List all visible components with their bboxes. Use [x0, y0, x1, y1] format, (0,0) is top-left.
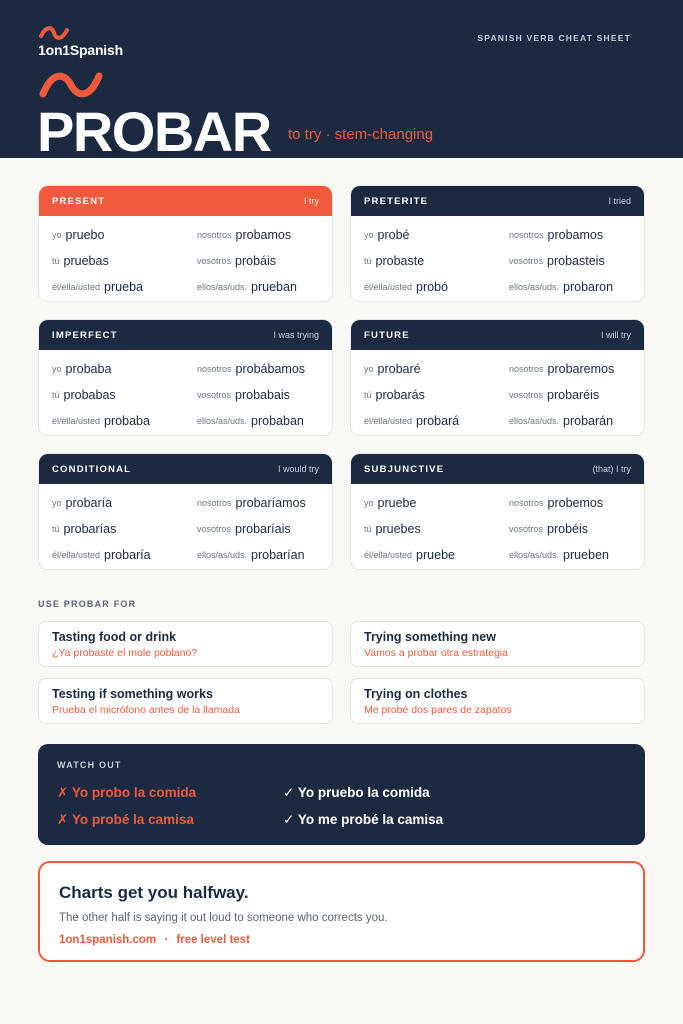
conjugation-grid	[351, 350, 644, 434]
verb-form: probabais	[235, 388, 290, 402]
pronoun: tú	[364, 256, 372, 266]
tense-gloss: I was trying	[273, 330, 319, 340]
verb-form: pruebo	[65, 228, 105, 242]
wrong-example	[57, 812, 194, 828]
verb-form: probaría	[65, 496, 113, 510]
verb-form: probabas	[63, 388, 116, 402]
conjugation	[52, 408, 197, 434]
verb-form: probarían	[251, 548, 305, 562]
use-card-tasting	[38, 621, 333, 667]
tense-header	[39, 320, 332, 350]
verb-form: probarás	[375, 388, 425, 402]
conjugation	[197, 542, 333, 568]
conjugation	[52, 382, 197, 408]
watch-out-label: WATCH OUT	[57, 760, 122, 770]
brand-logo[interactable]: 1on1Spanish	[38, 42, 123, 58]
pronoun: vosotros	[197, 524, 232, 534]
verb-meaning: to try · stem-changing	[288, 126, 434, 143]
conjugation	[52, 542, 197, 568]
conjugation	[509, 382, 645, 408]
conjugation	[509, 274, 645, 300]
pronoun: él/ella/usted	[52, 282, 101, 292]
level-test-link[interactable]: free level test	[176, 934, 250, 946]
verb-form: pruebas	[63, 254, 109, 268]
sheet-label: SPANISH VERB CHEAT SHEET	[477, 33, 631, 43]
pronoun: yo	[364, 498, 374, 508]
verb-form: probé	[377, 228, 410, 242]
tense-header	[351, 454, 644, 484]
conjugation	[364, 408, 509, 434]
verb-form: probaste	[375, 254, 425, 268]
conjugation	[364, 274, 509, 300]
verb-form: probaríamos	[235, 496, 306, 510]
tense-header	[39, 186, 332, 216]
tense-gloss: I would try	[277, 464, 319, 474]
logo-wave-icon	[38, 26, 70, 40]
cta-title: Charts get you halfway.	[59, 883, 249, 902]
cta-links	[59, 934, 643, 946]
conjugation	[509, 490, 645, 516]
conjugation	[509, 248, 645, 274]
pronoun: él/ella/usted	[364, 416, 413, 426]
pronoun: nosotros	[197, 498, 232, 508]
conjugation	[364, 356, 509, 382]
pronoun: tú	[52, 390, 60, 400]
conjugation	[364, 248, 509, 274]
cta-box	[38, 861, 645, 962]
conjugation-grid	[351, 216, 644, 300]
use-card-new	[350, 621, 645, 667]
verb-form: pruebe	[416, 548, 455, 562]
pronoun: nosotros	[509, 498, 544, 508]
use-title: Trying something new	[364, 630, 496, 644]
verb-form: probaríais	[235, 522, 291, 536]
tense-name: PRETERITE	[364, 195, 429, 207]
verb-form: prueba	[104, 280, 143, 294]
check-icon: ✓	[283, 812, 295, 827]
pronoun: vosotros	[197, 390, 232, 400]
pronoun: él/ella/usted	[364, 550, 413, 560]
conjugation	[364, 516, 509, 542]
verb-form: probarán	[563, 414, 614, 428]
tense-card-future	[350, 319, 645, 436]
conjugation	[509, 542, 645, 568]
tense-header	[351, 320, 644, 350]
wrong-example	[57, 785, 196, 801]
pronoun: vosotros	[509, 390, 544, 400]
conjugation	[364, 382, 509, 408]
conjugation	[509, 516, 645, 542]
conjugation	[197, 408, 333, 434]
tense-card-conditional	[38, 453, 333, 570]
verb-form: probáis	[235, 254, 277, 268]
verb-form: probaba	[104, 414, 150, 428]
pronoun: él/ella/usted	[364, 282, 413, 292]
wrong-text: Yo probé la camisa	[71, 812, 194, 827]
pronoun: vosotros	[509, 256, 544, 266]
conjugation	[364, 542, 509, 568]
verb-form: probéis	[547, 522, 589, 536]
use-title: Trying on clothes	[364, 687, 468, 701]
pronoun: nosotros	[197, 230, 232, 240]
pronoun: ellos/as/uds.	[197, 416, 248, 426]
conjugation	[52, 222, 197, 248]
conjugation	[197, 222, 333, 248]
cta-subtitle: The other half is saying it out loud to someone who corrects you.	[59, 912, 388, 924]
verb-form: prueben	[563, 548, 609, 562]
conjugation	[364, 222, 509, 248]
tense-card-imperfect	[38, 319, 333, 436]
pronoun: él/ella/usted	[52, 550, 101, 560]
verb-form: probó	[416, 280, 449, 294]
pronoun: tú	[52, 524, 60, 534]
pronoun: nosotros	[509, 364, 544, 374]
tense-gloss: I will try	[601, 330, 631, 340]
tense-gloss: (that) I try	[592, 464, 631, 474]
use-title: Testing if something works	[52, 687, 213, 701]
tense-gloss: I try	[304, 196, 319, 206]
conjugation	[509, 408, 645, 434]
tense-name: FUTURE	[364, 329, 410, 341]
header	[0, 0, 683, 158]
tense-card-present	[38, 185, 333, 302]
conjugation-grid	[39, 350, 332, 434]
conjugation	[197, 490, 333, 516]
verb-form: probamos	[547, 228, 604, 242]
pronoun: nosotros	[197, 364, 232, 374]
verb-form: probará	[416, 414, 460, 428]
conjugation-grid	[39, 216, 332, 300]
conjugation	[509, 222, 645, 248]
pronoun: vosotros	[509, 524, 544, 534]
right-text: Yo me probé la camisa	[297, 812, 444, 827]
conjugation	[52, 356, 197, 382]
tense-header	[351, 186, 644, 216]
use-example: Vamos a probar otra estrategia	[364, 647, 508, 659]
conjugation	[509, 356, 645, 382]
verb-form: probaron	[563, 280, 614, 294]
verb-form: probamos	[235, 228, 292, 242]
pronoun: yo	[364, 364, 374, 374]
conjugation	[364, 490, 509, 516]
pronoun: él/ella/usted	[52, 416, 101, 426]
pronoun: yo	[52, 230, 62, 240]
tense-gloss: I tried	[608, 196, 631, 206]
verb-form: probasteis	[547, 254, 605, 268]
conjugation	[197, 248, 333, 274]
verb-title: PROBAR	[37, 100, 271, 158]
right-example	[283, 785, 430, 801]
verb-form: probábamos	[235, 362, 306, 376]
verb-form: probaba	[65, 362, 112, 376]
pronoun: ellos/as/uds.	[197, 550, 248, 560]
conjugation	[197, 516, 333, 542]
verb-form: probaremos	[547, 362, 615, 376]
tense-name: PRESENT	[52, 195, 106, 207]
conjugation	[197, 382, 333, 408]
right-example	[283, 812, 443, 828]
pronoun: tú	[364, 390, 372, 400]
tense-header	[39, 454, 332, 484]
conjugation	[52, 274, 197, 300]
watch-out-box	[38, 744, 645, 845]
verb-form: probaréis	[547, 388, 600, 402]
site-link[interactable]: 1on1spanish.com	[59, 934, 157, 946]
use-title: Tasting food or drink	[52, 630, 177, 644]
pronoun: ellos/as/uds.	[509, 416, 560, 426]
check-icon: ✓	[283, 785, 295, 800]
pronoun: ellos/as/uds.	[197, 282, 248, 292]
tense-name: SUBJUNCTIVE	[364, 463, 445, 475]
pronoun: yo	[364, 230, 374, 240]
cross-icon: ✗	[57, 812, 69, 827]
verb-form: prueban	[251, 280, 297, 294]
use-example: ¿Ya probaste el mole poblano?	[52, 647, 198, 659]
pronoun: ellos/as/uds.	[509, 550, 560, 560]
tense-name: CONDITIONAL	[52, 463, 132, 475]
conjugation	[52, 490, 197, 516]
verb-form: pruebe	[377, 496, 417, 510]
conjugation	[52, 248, 197, 274]
pronoun: ellos/as/uds.	[509, 282, 560, 292]
cross-icon: ✗	[57, 785, 69, 800]
verb-form: probaría	[104, 548, 151, 562]
tense-name: IMPERFECT	[52, 329, 118, 341]
conjugation	[197, 274, 333, 300]
conjugation	[52, 516, 197, 542]
pronoun: nosotros	[509, 230, 544, 240]
verb-form: probarías	[63, 522, 117, 536]
pronoun: yo	[52, 364, 62, 374]
uses-section-label: USE PROBAR FOR	[38, 599, 137, 609]
use-card-testing	[38, 678, 333, 724]
conjugation	[197, 356, 333, 382]
verb-form: probaré	[377, 362, 421, 376]
right-text: Yo pruebo la comida	[297, 785, 430, 800]
brand-wave-icon	[38, 70, 104, 100]
conjugation-grid	[351, 484, 644, 568]
pronoun: vosotros	[197, 256, 232, 266]
tense-card-subjunctive	[350, 453, 645, 570]
separator: ·	[164, 934, 169, 946]
use-example: Prueba el micrófono antes de la llamada	[52, 704, 240, 716]
wrong-text: Yo probo la comida	[71, 785, 197, 800]
verb-form: probaban	[251, 414, 304, 428]
pronoun: yo	[52, 498, 62, 508]
use-card-clothes	[350, 678, 645, 724]
pronoun: tú	[52, 256, 60, 266]
verb-form: probemos	[547, 496, 604, 510]
use-example: Me probé dos pares de zapatos	[364, 704, 512, 716]
pronoun: tú	[364, 524, 372, 534]
tense-card-preterite	[350, 185, 645, 302]
conjugation-grid	[39, 484, 332, 568]
verb-form: pruebes	[375, 522, 421, 536]
